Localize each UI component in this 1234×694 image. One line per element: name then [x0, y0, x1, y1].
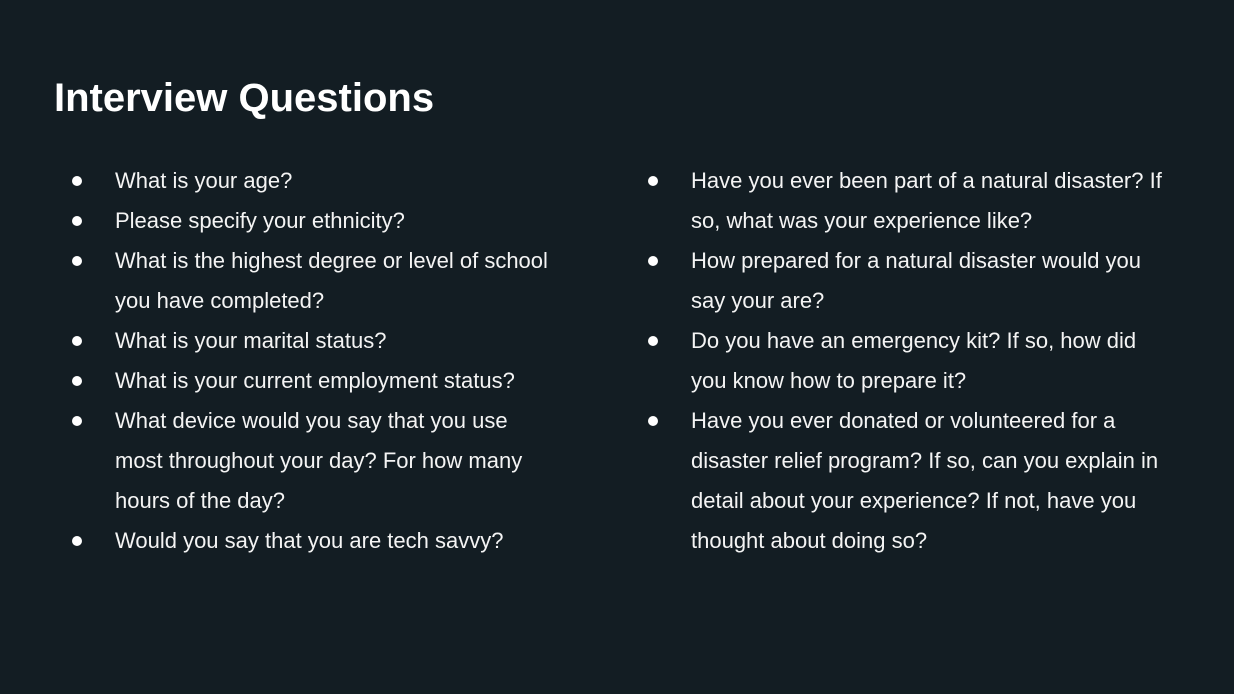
question-text: What device would you say that you use most throughout your day? For how many hours of the day?	[115, 408, 523, 513]
question-text: How prepared for a natural disaster would you say your are?	[691, 248, 1142, 313]
question-item	[72, 321, 552, 361]
bullet-dot-icon	[72, 176, 82, 186]
question-text: What is the highest degree or level of school you have completed?	[115, 248, 548, 313]
question-text: Have you ever been part of a natural disaster? If so, what was your experience like?	[691, 168, 1162, 233]
bullet-dot-icon	[72, 376, 82, 386]
question-item	[648, 241, 1168, 321]
slide-title: Interview Questions	[54, 76, 435, 120]
bullet-dot-icon	[72, 416, 82, 426]
question-text: Would you say that you are tech savvy?	[115, 528, 504, 553]
bullet-dot-icon	[72, 536, 82, 546]
question-text: What is your marital status?	[115, 328, 387, 353]
question-item	[648, 321, 1168, 401]
question-text: Have you ever donated or volunteered for a disaster relief program? If so, can you explain in detail about your experience? If not, have you thought about doing so?	[691, 408, 1159, 553]
question-item	[72, 401, 552, 521]
question-text: Do you have an emergency kit? If so, how did you know how to prepare it?	[691, 328, 1137, 393]
question-text: What is your current employment status?	[115, 368, 515, 393]
question-item	[648, 401, 1168, 561]
question-list-left	[72, 161, 552, 561]
bullet-dot-icon	[72, 256, 82, 266]
question-text: Please specify your ethnicity?	[115, 208, 405, 233]
bullet-dot-icon	[648, 336, 658, 346]
bullet-dot-icon	[648, 256, 658, 266]
bullet-dot-icon	[72, 216, 82, 226]
question-item	[72, 241, 552, 321]
question-item	[72, 161, 552, 201]
bullet-dot-icon	[72, 336, 82, 346]
question-item	[72, 361, 552, 401]
question-text: What is your age?	[115, 168, 293, 193]
question-list-right	[648, 161, 1168, 561]
question-item	[648, 161, 1168, 241]
question-item	[72, 521, 552, 561]
bullet-dot-icon	[648, 416, 658, 426]
bullet-dot-icon	[648, 176, 658, 186]
question-item	[72, 201, 552, 241]
